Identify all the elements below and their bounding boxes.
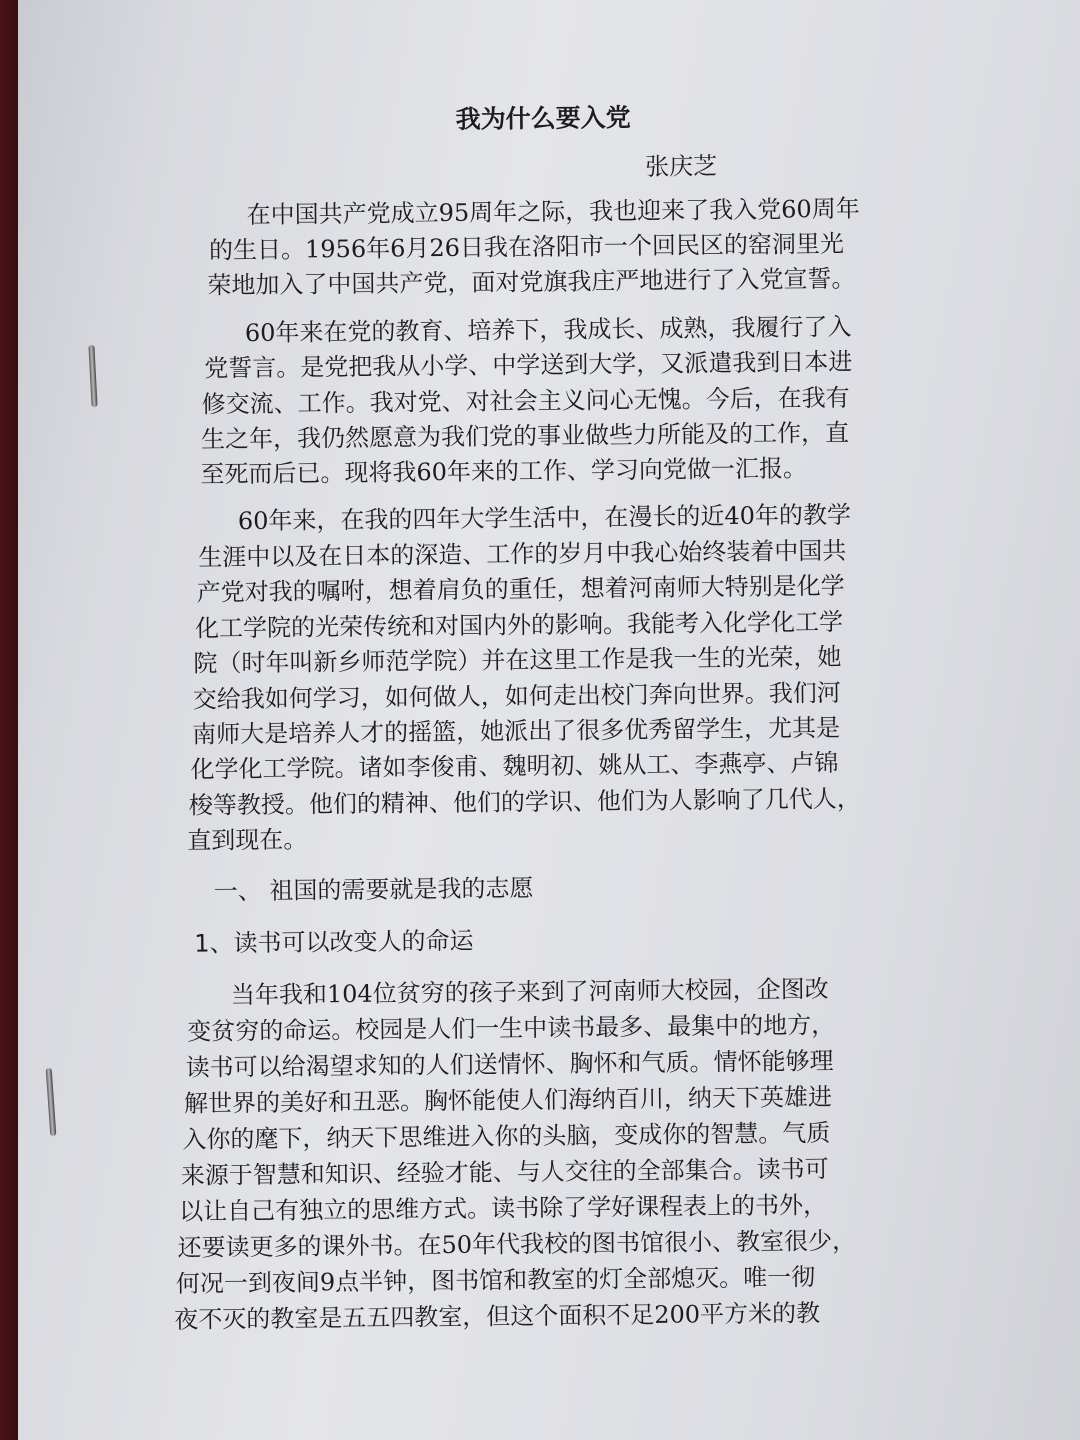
paragraph-3-line: 生涯中以及在日本的深造、工作的岁月中我心始终装着中国共 <box>198 536 847 572</box>
paragraph-4-line: 还要读更多的课外书。在50年代我校的图书馆很小、教室很少， <box>177 1226 857 1262</box>
paragraph-3-line: 60年来，在我的四年大学生活中，在漫长的近40年的教学 <box>237 500 852 536</box>
paragraph-3-line: 化工学院的光荣传统和对国内外的影响。我能考入化学化工学 <box>194 607 844 643</box>
paragraph-3-line: 交给我如何学习，如何做人，如何走出校门奔向世界。我们河 <box>192 678 841 714</box>
paragraph-1-line: 荣地加入了中国共产党，面对党旗我庄严地进行了入党宣誓。 <box>207 264 856 300</box>
paragraph-4-line: 当年我和104位贫穷的孩子来到了河南师大校园，企图改 <box>230 974 829 1010</box>
document-title: 我为什么要入党 <box>455 103 631 134</box>
paragraph-3-line: 南师大是培养人才的摇篮，她派出了很多优秀留学生，尤其是 <box>191 713 841 749</box>
subsection-heading: 1、读书可以改变人的命运 <box>194 926 474 958</box>
paragraph-3-line: 产党对我的嘱咐，想着肩负的重任，想着河南师大特别是化学 <box>196 571 845 607</box>
paragraph-2-line: 至死而后已。现将我60年来的工作、学习向党做一汇报。 <box>200 454 808 489</box>
document-author: 张庆芝 <box>645 152 718 181</box>
paragraph-4-line: 入你的麾下，纳天下思维进入你的头脑，变成你的智慧。气质 <box>182 1118 831 1154</box>
paragraph-4-line: 来源于智慧和知识、经验才能、与人交往的全部集合。读书可 <box>180 1155 829 1190</box>
paragraph-4-line: 何况一到夜间9点半钟，图书馆和教室的灯全部熄灭。唯一彻 <box>175 1263 816 1298</box>
paragraph-1-line: 的生日。1956年6月26日我在洛阳市一个回民区的窑洞里光 <box>208 229 845 265</box>
paragraph-4-line: 读书可以给渴望求知的人们送情怀、胸怀和气质。情怀能够理 <box>185 1046 834 1082</box>
paragraph-3-line: 化学化工学院。诸如李俊甫、魏明初、姚从工、李燕亭、卢锦 <box>190 748 839 784</box>
paragraph-3-line: 梭等教授。他们的精神、他们的学识、他们为人影响了几代人， <box>188 784 861 820</box>
paragraph-2-line: 生之年，我仍然愿意为我们党的事业做些力所能及的工作，直 <box>200 418 850 454</box>
paragraph-2-line: 党誓言。是党把我从小学、中学送到大学，又派遣我到日本进 <box>204 347 853 383</box>
paragraph-3-line: 直到现在。 <box>187 825 308 855</box>
paragraph-3-line: 院（时年叫新乡师范学院）并在这里工作是我一生的光荣，她 <box>193 642 842 678</box>
paragraph-4-line: 夜不灭的教室是五五四教室，但这个面积不足200平方米的教 <box>174 1299 821 1334</box>
paragraph-2-line: 修交流、工作。我对党、对社会主义问心无愧。今后，在我有 <box>201 383 850 419</box>
paragraph-4-line: 以让自己有独立的思维方式。读书除了学好课程表上的书外， <box>178 1191 828 1226</box>
paragraph-4-line: 变贫穷的命运。校园是人们一生中读书最多、最集中的地方， <box>187 1010 836 1046</box>
section-heading: 一、 祖国的需要就是我的志愿 <box>213 874 534 906</box>
paragraph-2-line: 60年来在党的教育、培养下，我成长、成熟，我履行了入 <box>244 312 852 348</box>
paragraph-1-line: 在中国共产党成立95周年之际，我也迎来了我入党60周年 <box>246 194 860 230</box>
paragraph-4-line: 解世界的美好和丑恶。胸怀能使人们海纳百川，纳天下英雄进 <box>183 1082 833 1118</box>
